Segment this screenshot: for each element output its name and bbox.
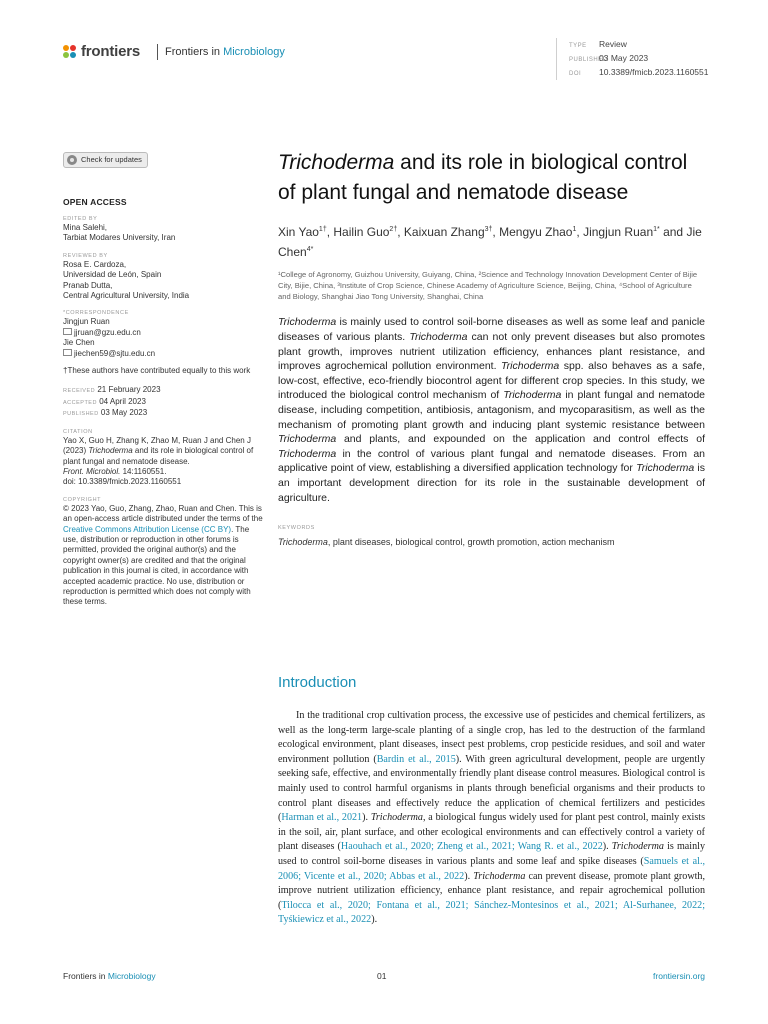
footer-journal-prefix: Frontiers in	[63, 971, 108, 981]
author[interactable]	[499, 225, 576, 239]
text-run: is an important development direction for its role in the sustainable development of agriculture.	[278, 462, 705, 504]
author-name: Kaixuan Zhang	[403, 225, 485, 239]
article-main	[278, 148, 705, 548]
received-value: 21 February 2023	[97, 385, 161, 395]
citation-volume: 14:1160551.	[120, 466, 167, 476]
copyright-label: COPYRIGHT	[63, 496, 102, 503]
author-name: Jie Chen	[278, 225, 702, 259]
author[interactable]	[278, 225, 327, 239]
correspondent-name: Jie Chen	[63, 338, 95, 348]
citation-title: and its role in biological control of plant fungal and nematode disease.	[63, 446, 254, 466]
meta-doi-value[interactable]: 10.3389/fmicb.2023.1160551	[599, 67, 709, 77]
genus-name: Trichoderma	[370, 812, 423, 824]
text-run: spp. also behaves as a safe, low-cost, effective, eco-friendly biocontrol agent for different crop species. In this study, we introduced the biological control mechanism of	[278, 360, 705, 402]
author-name: Mengyu Zhao	[499, 225, 573, 239]
genus-name: Trichoderma	[503, 389, 562, 402]
keywords-rest: , plant diseases, biological control, growth promotion, action mechanism	[327, 537, 615, 548]
page-header	[0, 0, 768, 90]
meta-type-label: TYPE	[569, 43, 587, 49]
author-affiliation-mark: 1*	[653, 226, 660, 233]
journal-field: Microbiology	[223, 46, 285, 58]
author-name: Jingjun Ruan	[583, 225, 654, 239]
meta-doi-label: DOI	[569, 71, 582, 77]
sidebar	[63, 152, 263, 608]
equal-contribution-note: †These authors have contributed equally to this work	[63, 366, 251, 376]
reviewer-affiliation: Central Agricultural University, India	[63, 291, 190, 301]
correspondence-label: *CORRESPONDENCE	[63, 310, 129, 317]
introduction-heading: Introduction	[278, 674, 357, 691]
frontiers-logo[interactable]	[63, 43, 140, 60]
reviewer-affiliation: Universidad de León, Spain	[63, 270, 162, 280]
genus-name: Trichoderma	[278, 316, 337, 329]
correspondent-email[interactable]: jjruan@gzu.edu.cn	[74, 327, 141, 337]
meta-type-value: Review	[599, 39, 627, 49]
citation-journal: Front. Microbiol.	[63, 466, 121, 476]
editor-name: Mina Salehi,	[63, 223, 108, 233]
accepted-value: 04 April 2023	[99, 396, 146, 406]
author-affiliation-mark: 1†	[318, 226, 327, 233]
journal-prefix: Frontiers in	[165, 46, 224, 58]
text-run: ).	[464, 870, 474, 882]
copyright-text-start: © 2023 Yao, Guo, Zhang, Zhao, Ruan and Chen. This is an open-access article distributed under the terms of the	[63, 503, 263, 524]
author-list: Xin Yao$^{1\dagger}$, Hailin Guo$^{2\dagger}$, Kaixuan Zhang$^{3\dagger}$, Mengyu Zhao$^1$, Jingjun Ruan$^{1*}$ and Jie Chen$^{4*}$	[278, 225, 702, 259]
published-value: 03 May 2023	[100, 408, 148, 418]
text-run: and plants, and expounded on the application and control effects of	[336, 433, 705, 446]
author[interactable]	[583, 225, 660, 239]
text-run: In the traditional crop cultivation process, the excessive use of pesticides and chemical fertilizers, as well as the long-term large-scale planting of a single crop, has led to the destruction of the farmland ecological environment, plant diseases, insect pest problems, crop pesticide residues, and soil and water environment pollution (	[278, 710, 705, 765]
author[interactable]	[404, 225, 493, 239]
genus-name: Trichoderma	[611, 841, 664, 853]
introduction-paragraph	[278, 709, 705, 928]
meta-published	[569, 52, 709, 66]
text-run: is mainly used to control soil-borne diseases in various plants and some leaf and spike diseases (	[278, 841, 705, 867]
logo-text: frontiers	[81, 43, 141, 60]
received-date	[63, 385, 263, 396]
citation-text	[63, 436, 263, 488]
citation-genus: Trichoderma	[88, 446, 133, 456]
article-title	[278, 148, 705, 208]
frontiers-logo-icon	[63, 45, 77, 59]
published-date	[63, 408, 263, 419]
correspondent-name: Jingjun Ruan	[63, 317, 110, 327]
title-rest: and its role in biological control of plant fungal and nematode disease	[278, 151, 688, 204]
genus-name: Trichoderma	[636, 462, 695, 475]
meta-published-label: PUBLISHED	[569, 57, 608, 63]
accepted-label: ACCEPTED	[63, 399, 97, 406]
abstract	[278, 315, 705, 505]
genus-name: Trichoderma	[278, 447, 337, 460]
meta-type	[569, 38, 709, 52]
copyright-text-end: . The use, distribution or reproduction in other forums is permitted, provided the original author(s) and the copyright owner(s) are credited and that the original publication in this journal is cited, in accordance with accepted academic practice. No use, distribution or reproduction is permitted which does not comply with these terms.	[63, 524, 251, 607]
author-affiliation-mark: 3†	[484, 226, 493, 233]
article-meta	[556, 38, 709, 80]
correspondent-email[interactable]: jiechen59@sjtu.edu.cn	[74, 348, 156, 358]
author-affiliation-mark: 1	[572, 226, 577, 233]
text-run: ).	[371, 914, 378, 926]
text-run: ).	[602, 841, 612, 853]
text-run: can not only prevent diseases but also promotes plant growth, improves nutrient utilization efficiency, enhances plant resistance, and improves agrochemical pollution environment.	[278, 330, 705, 373]
citation-label: CITATION	[63, 428, 93, 435]
citation-link[interactable]: Haouhach et al., 2020; Zheng et al., 2021; Wang R. et al., 2022	[340, 841, 603, 853]
citation-link[interactable]: Harman et al., 2021	[281, 812, 363, 824]
author-affiliation-mark: 4*	[306, 246, 314, 253]
header-divider	[157, 44, 158, 60]
text-run: can prevent disease, promote plant growth, improve nutrient utilization efficiency, enhance plant resistance, and repair agrochemical pollution (	[278, 870, 706, 911]
citation-link[interactable]: Tilocca et al., 2020; Fontana et al., 2021; Sánchez-Montesinos et al., 2021; Al-Surhanee, 2022; Tyśkiewicz et al., 2022	[278, 899, 705, 926]
meta-doi	[569, 66, 709, 80]
genus-name: Trichoderma	[501, 360, 560, 373]
check-updates-label: Check for updates	[81, 155, 142, 164]
cc-license-link[interactable]: Creative Commons Attribution License (CC BY)	[63, 524, 232, 534]
correspondent-email-row	[63, 328, 263, 338]
citation-authors: Yao X, Guo H, Zhang K, Zhao M, Ruan J and Chen J (2023)	[63, 435, 251, 456]
published-label: PUBLISHED	[63, 411, 99, 418]
keywords	[278, 536, 705, 548]
author[interactable]	[333, 225, 397, 239]
reviewer-name: Pranab Dutta,	[63, 280, 113, 290]
text-run: ). With green agricultural development, people are urgently seeking safe, effective, and environmentally friendly plant disease control measures. Biological control is mainly used to control harmful organisms in plants through beneficial organisms and their products to control plant diseases and effectively reduce the application of chemical fertilizers and pesticides (	[278, 753, 705, 824]
check-updates-button[interactable]	[63, 152, 148, 168]
dates-block	[63, 385, 263, 419]
author-name: Hailin Guo	[333, 225, 390, 239]
editor-affiliation: Tarbiat Modares University, Iran	[63, 233, 176, 243]
footer-site-link[interactable]: frontiersin.org	[653, 971, 705, 981]
mail-icon	[63, 349, 72, 356]
edited-by-label: EDITED BY	[63, 216, 98, 223]
text-run: is mainly used to control soil-borne diseases as well as some leaf and panicle diseases of various plants.	[278, 316, 705, 343]
mail-icon	[63, 328, 72, 335]
citation-link[interactable]: Samuels et al., 2006; Vicente et al., 2020; Abbas et al., 2022	[278, 855, 705, 882]
text-run: , a biological fungus widely used for plant pest control, mainly exists in the soil, air, plant surface, and other ecological environments and can effectively control a variety of plant diseases (	[278, 812, 705, 853]
keywords-label: KEYWORDS	[278, 525, 315, 532]
footer-journal[interactable]	[63, 971, 156, 981]
keyword-genus: Trichoderma	[278, 537, 328, 548]
reviewed-by-label: REVIEWED BY	[63, 252, 108, 259]
citation-doi[interactable]: doi: 10.3389/fmicb.2023.1160551	[63, 477, 182, 487]
author-affiliation-mark: 2†	[389, 226, 398, 233]
genus-name: Trichoderma	[409, 330, 468, 343]
accepted-date	[63, 397, 263, 408]
text-run: in plant fungal and nematode disease, including competition, antibiosis, antagonism, and mycoparasitism, as well as the mechanism of promoting plant growth and inducing plant systemic resistance between	[278, 389, 705, 431]
meta-published-value: 03 May 2023	[599, 53, 649, 63]
page-number: 01	[377, 971, 387, 981]
received-label: RECEIVED	[63, 388, 96, 395]
text-run: in the control of various plant fungal and nematode diseases. From an applicative point of view, establishing a diversified application technology for	[278, 447, 705, 475]
refresh-icon	[67, 155, 77, 165]
citation-link[interactable]: Bardin et al., 2015	[376, 753, 456, 765]
correspondent-email-row	[63, 349, 263, 359]
open-access-label: OPEN ACCESS	[63, 196, 127, 207]
text-run: ).	[362, 812, 371, 824]
genus-name: Trichoderma	[473, 870, 526, 882]
reviewer-name: Rosa E. Cardoza,	[63, 259, 127, 269]
genus-name: Trichoderma	[278, 433, 337, 446]
title-genus: Trichoderma	[278, 151, 395, 174]
affiliations: ¹College of Agronomy, Guizhou University, Guiyang, China, ²Science and Technology Innovation Development Center of Bijie City, Bijie, China, ³Institute of Crop Science, Chinese Academy of Agriculture Science, Beijing, China, ⁴School of Agriculture and Biology, Shanghai Jiao Tong University, Shanghai, China	[278, 270, 698, 301]
author-name: Xin Yao	[278, 225, 319, 239]
copyright-text	[63, 504, 263, 608]
footer-journal-field: Microbiology	[107, 971, 156, 981]
journal-name[interactable]	[165, 46, 285, 58]
